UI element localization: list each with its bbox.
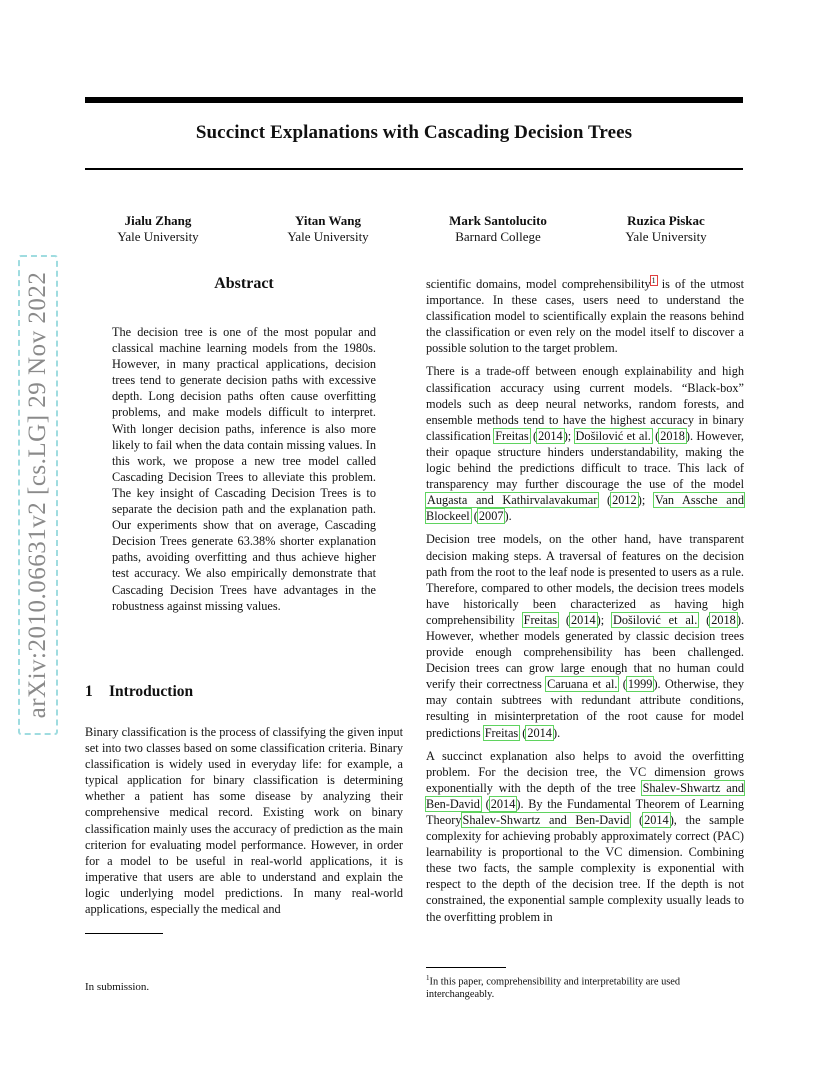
paragraph-text: scientific domains, model comprehensibility: [426, 277, 651, 291]
author-name: Ruzica Piskac: [627, 213, 705, 228]
citation-year-link[interactable]: 2014: [571, 612, 596, 627]
separator: ;: [641, 493, 654, 508]
author-4: [586, 213, 746, 245]
citation-link[interactable]: Shalev-Shwartz and Ben-David: [462, 813, 630, 827]
title-bottom-rule: [85, 168, 743, 170]
citation-link[interactable]: Došilović et al.: [612, 612, 698, 627]
paragraph-text: Decision tree models, on the other hand, have transparent decision making steps. A traversal of features on the decision path from the root to the leaf node is presented to users as a rule. Therefore, compared to other models, the decision trees models have historically been characterized as having high comprehensibility: [426, 532, 744, 627]
arxiv-identifier-link[interactable]: [18, 255, 58, 735]
section-number: 1: [85, 683, 93, 700]
section-heading: [85, 683, 405, 701]
paragraph-text: .: [557, 725, 561, 740]
citation-link[interactable]: Caruana et al.: [547, 677, 618, 692]
author-name: Yitan Wang: [294, 213, 362, 228]
title-top-rule: [85, 97, 743, 103]
paragraph-comprehensibility: [426, 276, 744, 356]
citation-year-link[interactable]: 2014: [490, 796, 516, 811]
citation-year-link[interactable]: 2014: [644, 813, 669, 827]
citation-year-link[interactable]: 1999: [627, 677, 653, 692]
submission-note: In submission.: [85, 981, 150, 993]
citation-year-link[interactable]: 2012: [612, 493, 637, 508]
paragraph-text: There is a trade-off between enough explainability and high classification accuracy using current models. “Black-box” models such as deep neural networks, random forests, and ensemble methods tend to have the highest accuracy in binary classification: [426, 364, 744, 443]
paragraph-text: , the sample complexity for achieving probably approximately correct (PAC) learnability is proportional to the VC dimension. Combining these two facts, the sample complexity is exponential with respect to the depth of the decision tree. If the depth is not constrained, the exponential sample complexity usually leads to the overfitting problem in: [426, 813, 744, 924]
citation-link[interactable]: Van Assche and Blockeel: [426, 493, 744, 524]
author-affiliation: Yale University: [287, 229, 369, 244]
footnote-text: In this paper, comprehensibility and interpretability are used interchangeably.: [426, 976, 681, 1001]
footnote-number: 1: [426, 974, 430, 982]
author-2: [248, 213, 408, 245]
footnote-rule-left: [85, 933, 163, 934]
paragraph-text: is of the utmost importance. In these cases, users need to understand the classification model to scientifically explain the reasons behind the classification or even rely on the model itself to discover a possible solution to the target problem.: [426, 277, 744, 356]
abstract-text: The decision tree is one of the most popular and classical machine learning models from the 1980s. However, in many practical applications, decision trees tend to generate decision paths with excessive depth. Long decision paths often cause overfitting problems, and make models difficult to interpret. With longer decision paths, inference is also more likely to fail when the data contain missing values. In this work, we propose a new tree model called Cascading Decision Trees to alleviate this problem. The key insight of Cascading Decision Trees is to separate the decision path and the explanation path. Our experiments show that on average, Cascading Decision Trees generate 63.38% shorter explanation paths, avoiding overfitting and thus achieve higher test accuracy. We also empirically demonstrate that Cascading Decision Trees have advantages in the robustness against missing values.: [112, 325, 376, 613]
section-title: Introduction: [109, 683, 194, 700]
citation-link[interactable]: Došilović et al.: [575, 428, 651, 443]
citation-year-link[interactable]: 2014: [538, 428, 563, 443]
paragraph-text: .: [508, 509, 512, 524]
arxiv-identifier: arXiv:2010.06631v2 [cs.LG] 29 Nov 2022: [24, 271, 51, 719]
citation-year-link[interactable]: 2007: [478, 509, 504, 524]
abstract-heading: Abstract: [214, 275, 274, 292]
author-affiliation: Yale University: [625, 229, 707, 244]
author-block: [0, 213, 828, 253]
citation-link[interactable]: Freitas: [495, 428, 529, 443]
author-name: Mark Santolucito: [449, 213, 547, 228]
separator: ;: [567, 428, 575, 443]
citation-link[interactable]: Augasta and Kathirvalavakumar: [427, 493, 598, 508]
footnote: [426, 972, 744, 1001]
author-affiliation: Barnard College: [455, 229, 541, 244]
paragraph-text: A succinct explanation also helps to avoid the overfitting problem. For the decision tree, the VC dimension grows exponentially with the depth of the tree: [426, 748, 744, 795]
author-affiliation: Yale University: [117, 229, 199, 244]
citation-link[interactable]: Freitas: [484, 725, 519, 740]
separator: ;: [600, 612, 612, 627]
citation-link[interactable]: Shalev-Shwartz and Ben-David: [426, 780, 744, 811]
footnote-rule-right: [426, 967, 506, 968]
footnote-link[interactable]: 1: [651, 275, 656, 285]
author-3: [418, 213, 578, 245]
author-1: [78, 213, 238, 245]
author-name: Jialu Zhang: [124, 213, 192, 228]
paper-title: Succinct Explanations with Cascading Decision Trees: [195, 122, 633, 143]
paragraph-text: . Otherwise, they may contain subtrees with redundant attribute conditions, resulting in misinterpretation of the root cause for model predictions: [426, 677, 744, 740]
citation-year-link[interactable]: 2018: [660, 428, 685, 443]
paragraph-text: . However, whether models generated by classic decision trees provide enough comprehensibility has been challenged. Decision trees can grow large enough that no human could verify their correctness: [426, 612, 745, 692]
paragraph-succinct-explanation: A succinct explanation also helps to avoid the overfitting problem. For the decision tree, the VC dimension grows exponentially with the depth of the tree Shalev-Shwartz and Ben-David (2014). By the Fundamental Theorem of Learning TheoryShalev-Shwartz and Ben-David (2014), the sample complexity for achieving probably approximately correct (PAC) learnability is proportional to the VC dimension. Combining these two facts, the sample complexity is exponential with respect to the depth of the decision tree. If the depth is not constrained, the exponential sample complexity usually leads to the overfitting problem in: [426, 748, 744, 924]
paragraph-text: . However, their opaque structure hinders understandability, making the logic behind the predictions difficult to trace. This lack of transparency may further discourage the use of the model: [426, 428, 744, 492]
paragraph-decision-trees: Decision tree models, on the other hand, have transparent decision making steps. A traversal of features on the decision path from the root to the leaf node is presented to users as a rule. Therefore, compared to other models, the decision trees models have historically been characterized as having high comprehensibility Freitas (2014); Došilović et al. (2018). However, whether models generated by classic decision trees provide enough comprehensibility has been challenged. Decision trees can grow large enough that no human could verify their correctness Caruana et al. (1999). Otherwise, they may contain subtrees with redundant attribute conditions, resulting in misinterpretation of the root cause for model predictions Freitas (2014).: [426, 532, 745, 740]
paragraph-text: . By the Fundamental Theorem of Learning Theory: [426, 796, 744, 827]
right-column: [426, 276, 744, 932]
paragraph-tradeoff: There is a trade-off between enough explainability and high classification accuracy using current models. “Black-box” models such as deep neural networks, random forests, and ensemble methods tend to have the highest accuracy in binary classification Freitas (2014); Došilović et al. (2018). However, their opaque structure hinders understandability, making the logic behind the predictions difficult to trace. This lack of transparency may further discourage the use of the model Augasta and Kathirvalavakumar (2012); Van Assche and Blockeel (2007).: [426, 364, 744, 524]
citation-year-link[interactable]: 2018: [711, 612, 736, 627]
citation-link[interactable]: Freitas: [523, 612, 558, 627]
citation-year-link[interactable]: 2014: [527, 725, 552, 740]
intro-paragraph-left: Binary classification is the process of classifying the given input set into two classes based on some classification criteria. Binary classification is widely used in everyday life: for example, a typical application for binary classification is determining whether a patient has some disease by analyzing their comprehensive medical record. Existing work on binary classification mainly uses the accuracy of prediction as the main criterion for evaluating model performance. However, in order for a model to be useful in real-world applications, it is imperative that users are able to understand and explain the logic underlying model predictions. In many real-world applications, especially the medical and: [85, 725, 403, 917]
